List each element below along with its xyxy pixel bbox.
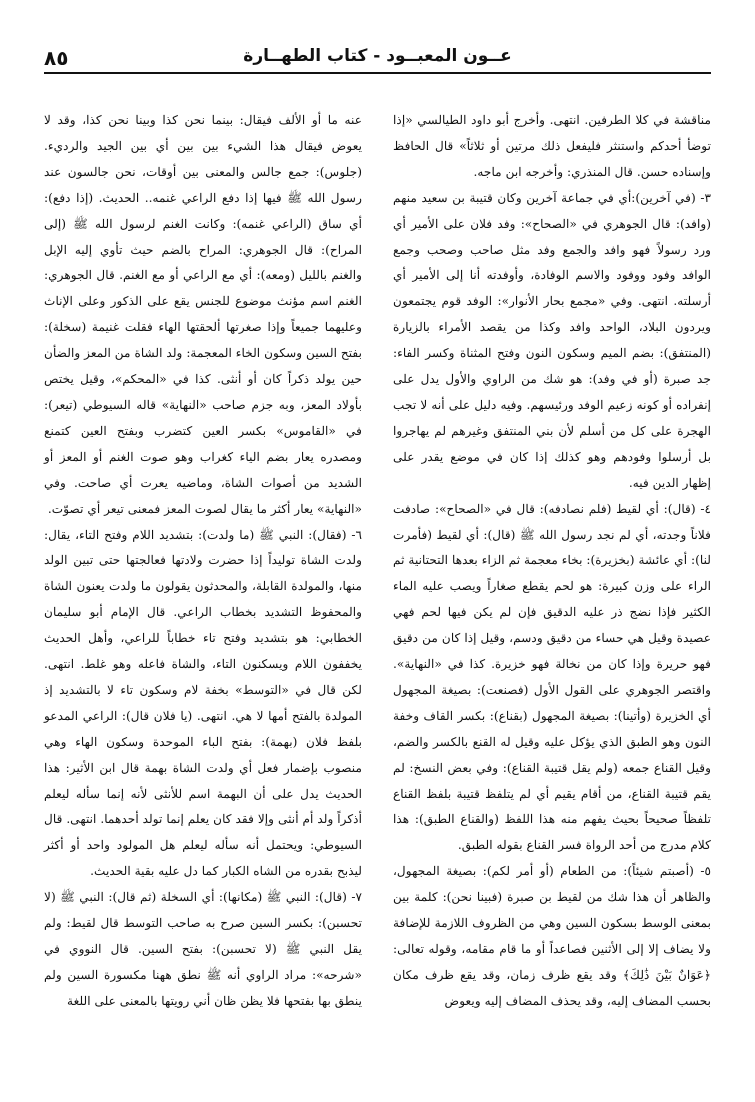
paragraph: ٧- (قال): النبي ﷺ (مكانها): أي السخلة (ثم قال): النبي ﷺ (لا تحسبن): بكسر السين صرح به صاحب التوسط قال لقيط: ولم يقل النبي ﷺ (لا تحسبن): بفتح السين. قال النووي في «شرحه»: مراد الراوي أنه ﷺ نطق ههنا مكسورة السين ولم ينطق بها بفتحها فلا يظن ظان أني رويتها بالمعنى على اللغة: [44, 890, 362, 1008]
page-header: [44, 40, 711, 74]
left-column: [44, 108, 362, 1015]
paragraph: عنه ما أو الألف فيقال: بينما نحن كذا وبينا نحن كذا، وقد لا يعوض فيقال هذا الشيء بين بين أي بين الجيد والرديء. (جلوس): جمع جالس والمعنى بين أوقات، نحن جالسون عند رسول الله ﷺ فيها إذا دفع الراعي غنمه.. الحديث. (إذا دفع): أي ساق (الراعي غنمه): وكانت الغنم لرسول الله ﷺ (إلى المراح): قال الجوهري: المراح بالضم حيث تأوي إليه الإبل والغنم بالليل (ومعه): أي مع الراعي أو مع الغنم. قال الجوهري: الغنم اسم مؤنث موضوع للجنس يقع على الذكور وعلى الإناث وعليهما جميعاً وإذا صغرتها ألحقتها الهاء فقلت غنيمة (سخلة): بفتح السين وسكون الخاء المعجمة: ولد الشاة من المعز والضأن حين يولد ذكراً كان أو أنثى. كذا في «المحكم»، وقيل يختص بأولاد المعز، وبه جزم صاحب «النهاية» قاله السيوطي (تيعر): في «القاموس» بكسر العين كتضرب وبفتح العين كتمنع ومصدره يعار بضم الياء كغراب وهو صوت الغنم أو المعز أو الشديد من أصوات الشاة، وماضيه يعرت أي صاحت. وفي «النهاية» يعار أكثر ما يقال لصوت المعز فمعنى تيعر أي تصوّت.: [44, 113, 362, 516]
running-title: عــون المعبــود - كتاب الطهــارة: [243, 46, 512, 66]
right-column: [393, 108, 711, 1015]
paragraph: ٦- (فقال): النبي ﷺ (ما ولدت): بتشديد اللام وفتح التاء، يقال: ولدت الشاة توليداً إذا حضرت ولادتها فعالجتها حتى تبين الولد منها، والمولدة القابلة، والمحدثون يقولون ما ولدت يعنون الشاة والمحفوظ التشديد بخطاب الراعي. قال الإمام أبو سليمان الخطابي: هو بتشديد وفتح تاء خطاباً للراعي، وأهل الحديث يخففون اللام ويسكنون التاء، والشاة فاعله وهو غلط. انتهى. لكن قال في «التوسط» بخفة لام وسكون تاء لا بالتشديد إذ المولدة بالفتح أمها لا هي. انتهى. (يا فلان قال): الراعي المدعو بلفظ فلان (بهمة): بفتح الباء الموحدة وسكون الهاء وهي منصوب بإضمار فعل أي ولدت الشاة بهمة قال ابن الأثير: هذا الحديث يدل على أن البهمة اسم للأنثى لأنه إنما سأله ليعلم أذكراً ولد أم أنثى وإلا فقد كان يعلم إنما تولد أحدهما. انتهى. قال السيوطي: ويحتمل أنه سأله ليعلم هل المولود واحد أو أكثر ليذبح بقدره من الشاه الكبار كما دل عليه بقية الحديث.: [44, 527, 362, 879]
header-rule: [44, 72, 711, 74]
paragraph: مناقشة في كلا الطرفين. انتهى. وأخرج أبو داود الطيالسي «إذا توضأ أحدكم واستنثر فليفعل ذلك مرتين أو ثلاثاً» قال الحافظ وإسناده حسن. قال المنذري: وأخرجه ابن ماجه.: [393, 113, 711, 179]
paragraph: ٣- (في آخرين):أي في جماعة آخرين وكان قتيبة بن سعيد منهم (وافد): قال الجوهري في «الصحاح»: وفد فلان على الأمير أي ورد رسولاً فهو وافد والجمع وفد مثل صاحب وصحب وجمع الوافد وفود ووفود والاسم الوفادة، وأوفدته أنا إلى الأمير أي أرسلته. انتهى. وفي «مجمع بحار الأنوار»: الوفد قوم يجتمعون ويردون البلاد، الواحد وافد وكذا من يقصد الأمراء بالزيارة (المنتفق): بضم الميم وسكون النون وفتح المثناة وكسر الفاء: جد صبرة (أو في وفد): هو شك من الراوي والأول يدل على إنفراده أو كونه زعيم الوفد ورئيسهم. وفيه دليل على أنه لا تجب الهجرة على كل من أسلم لأن بني المنتفق وغيرهم لم يهاجروا بل أرسلوا وفودهم وهو كذلك إذا كان في موضع يقدر على إظهار الدين فيه.: [393, 190, 711, 490]
page-number: ٨٥: [44, 46, 69, 70]
paragraph: ٤- (قال): أي لقيط (فلم نصادفه): قال في «الصحاح»: صادفت فلاناً وجدته، أي لم نجد رسول الله ﷺ (قال): أي لقيط (فأمرت لنا): أي عائشة (بخزيرة): بخاء معجمة ثم الزاء بعدها التحتانية ثم الراء على وزن كبيرة: هو لحم يقطع صغاراً ويصب عليه الماء الكثير فإذا نضج ذر عليه الدقيق فإن لم يكن فيها لحم فهي عصيدة وقيل هي حساء من دقيق ودسم، وقيل إذا كان من دقيق فهو حريرة وإذا كان من نخالة فهو خزيرة. كذا في «النهاية». واقتصر الجوهري على القول الأول (فصنعت): بصيغة المجهول أي الخزيرة (وأتينا): بصيغة المجهول (بقناع): بكسر القاف وخفة النون وهو الطبق الذي يؤكل عليه وقيل له القنع بالكسر والضم، وقيل القناع جمعه (ولم يقل قتيبة القناع): وفي بعض النسخ: لم يقم قتيبة القناع، من أقام يقيم أي لم يتلفظ قتيبة بلفظ القناع تلفظاً صحيحاً بحيث يفهم منه هذا اللفظ (والقناع الطبق): هذا كلام مدرج من أحد الرواة فسر القناع بقوله الطبق.: [393, 501, 711, 853]
paragraph: ٥- (أصبتم شيئاً): من الطعام (أو أمر لكم): بصيغة المجهول، والظاهر أن هذا شك من لقيط بن صبرة (فبينا نحن): كلمة بين بمعنى الوسط بسكون السين وهي من الظروف اللازمة للإضافة ولا يضاف إلا إلى الأثنين فصاعداً أو ما قام مقامه، وقوله تعالى: ﴿عَوَانٌ بَيْنَ ذَٰلِكَ﴾ وقد يقع ظرف زمان، وقد يقع ظرف مكان بحسب المضاف إليه، وقد يحذف المضاف إليه ويعوض: [393, 864, 711, 1008]
